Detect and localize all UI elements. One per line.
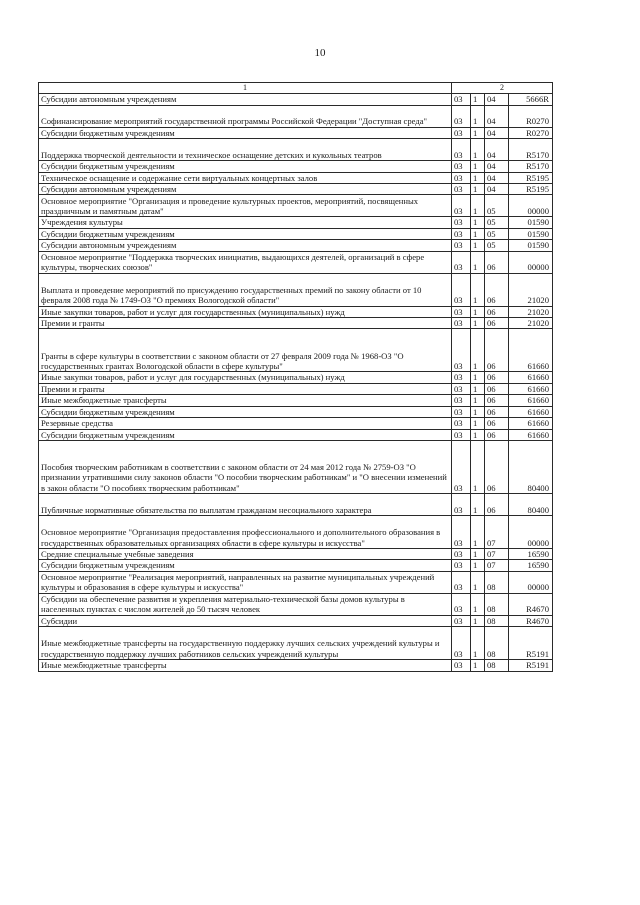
row-event-code: 08 [485,615,509,626]
row-name: Премии и гранты [39,318,452,329]
row-target-code: 01590 [509,217,553,228]
row-target-code: 00000 [509,571,553,593]
row-target-code: 61660 [509,395,553,406]
row-section-code: 03 [452,228,471,239]
row-subprogram-code: 1 [471,228,485,239]
row-target-code: 00000 [509,195,553,217]
row-section-code: 03 [452,372,471,383]
row-target-code: R0270 [509,105,553,127]
row-target-code: R4670 [509,593,553,615]
row-subprogram-code: 1 [471,127,485,138]
row-subprogram-code: 1 [471,306,485,317]
row-subprogram-code: 1 [471,571,485,593]
row-target-code: 21020 [509,306,553,317]
row-event-code: 06 [485,395,509,406]
row-name: Софинансирование мероприятий государственной программы Российской Федерации "Доступная среда" [39,105,452,127]
row-section-code: 03 [452,560,471,571]
table-row [39,406,553,417]
row-name: Иные межбюджетные трансферты [39,395,452,406]
row-section-code: 03 [452,660,471,671]
row-subprogram-code: 1 [471,318,485,329]
row-target-code: R5195 [509,172,553,183]
table-row [39,615,553,626]
row-section-code: 03 [452,615,471,626]
row-event-code: 06 [485,383,509,394]
table-row [39,660,553,671]
table-row [39,571,553,593]
row-section-code: 03 [452,493,471,515]
row-name: Иные межбюджетные трансферты [39,660,452,671]
table-row [39,127,553,138]
row-subprogram-code: 1 [471,395,485,406]
row-event-code: 05 [485,240,509,251]
row-section-code: 03 [452,127,471,138]
row-target-code: 61660 [509,418,553,429]
table-row [39,329,553,372]
row-name: Субсидии автономным учреждениям [39,184,452,195]
row-target-code: R5195 [509,184,553,195]
row-event-code: 04 [485,172,509,183]
table-row [39,383,553,394]
row-event-code: 06 [485,372,509,383]
row-event-code: 06 [485,251,509,273]
row-target-code: 21020 [509,273,553,306]
row-event-code: 05 [485,217,509,228]
table-row [39,318,553,329]
row-subprogram-code: 1 [471,429,485,440]
row-name: Иные межбюджетные трансферты на государственную поддержку лучших сельских учреждений культуры и государственную поддержку лучших работников сельских учреждений культуры [39,627,452,660]
table-row [39,493,553,515]
row-name: Субсидии бюджетным учреждениям [39,560,452,571]
row-subprogram-code: 1 [471,105,485,127]
table-row [39,395,553,406]
row-target-code: 01590 [509,240,553,251]
row-subprogram-code: 1 [471,251,485,273]
row-target-code: 16590 [509,560,553,571]
row-subprogram-code: 1 [471,493,485,515]
row-subprogram-code: 1 [471,172,485,183]
row-name: Пособия творческим работникам в соответствии с законом области от 24 мая 2012 года № 2759-ОЗ "О признании утратившими силу законов области "О пособии творческим работникам" и "О внесении изменений в закон области "О пособиях творческим работникам" [39,440,452,493]
table-row [39,172,553,183]
row-name: Средние специальные учебные заведения [39,548,452,559]
row-name: Премии и гранты [39,383,452,394]
row-event-code: 07 [485,515,509,548]
row-target-code: R5170 [509,139,553,161]
row-section-code: 03 [452,627,471,660]
row-target-code: R5191 [509,660,553,671]
row-section-code: 03 [452,105,471,127]
table-row [39,251,553,273]
table-row [39,418,553,429]
row-event-code: 04 [485,127,509,138]
row-target-code: 61660 [509,406,553,417]
row-section-code: 03 [452,593,471,615]
row-section-code: 03 [452,418,471,429]
row-event-code: 06 [485,273,509,306]
row-name: Основное мероприятие "Организация предоставления профессионального и дополнительного образования в государственных образовательных организациях области в сфере культуры и искусства" [39,515,452,548]
row-subprogram-code: 1 [471,195,485,217]
row-event-code: 08 [485,627,509,660]
header-col-1: 1 [39,83,452,94]
table-row [39,440,553,493]
row-name: Публичные нормативные обязательства по выплатам гражданам несоциального характера [39,493,452,515]
row-target-code: 21020 [509,318,553,329]
table-row [39,548,553,559]
table-row [39,105,553,127]
row-name: Выплата и проведение мероприятий по присуждению государственных премий по закону области от 10 февраля 2008 года № 1749-ОЗ "О премиях Вологодской области" [39,273,452,306]
row-name: Субсидии бюджетным учреждениям [39,406,452,417]
row-event-code: 06 [485,406,509,417]
table-row [39,560,553,571]
row-section-code: 03 [452,273,471,306]
row-subprogram-code: 1 [471,139,485,161]
row-name: Резервные средства [39,418,452,429]
row-target-code: 61660 [509,329,553,372]
row-name: Иные закупки товаров, работ и услуг для государственных (муниципальных) нужд [39,306,452,317]
row-name: Субсидии бюджетным учреждениям [39,127,452,138]
row-event-code: 04 [485,161,509,172]
row-section-code: 03 [452,571,471,593]
row-section-code: 03 [452,440,471,493]
row-event-code: 08 [485,571,509,593]
row-section-code: 03 [452,318,471,329]
row-section-code: 03 [452,306,471,317]
row-target-code: R5170 [509,161,553,172]
row-name: Субсидии на обеспечение развития и укрепления материально-технической базы домов культуры в населенных пунктах с числом жителей до 50 тысяч человек [39,593,452,615]
row-subprogram-code: 1 [471,593,485,615]
table-row [39,228,553,239]
table-row [39,184,553,195]
row-section-code: 03 [452,217,471,228]
row-name: Учреждения культуры [39,217,452,228]
row-target-code: 80400 [509,440,553,493]
row-name: Основное мероприятие "Реализация мероприятий, направленных на развитие муниципальных учреждений культуры и образования в сфере культуры и искусства" [39,571,452,593]
row-event-code: 04 [485,94,509,105]
row-section-code: 03 [452,184,471,195]
budget-table [38,82,553,672]
row-event-code: 06 [485,493,509,515]
row-subprogram-code: 1 [471,627,485,660]
row-subprogram-code: 1 [471,615,485,626]
row-subprogram-code: 1 [471,515,485,548]
row-event-code: 05 [485,228,509,239]
row-subprogram-code: 1 [471,217,485,228]
row-section-code: 03 [452,240,471,251]
table-row [39,240,553,251]
row-subprogram-code: 1 [471,273,485,306]
row-event-code: 08 [485,660,509,671]
row-target-code: 00000 [509,251,553,273]
row-event-code: 07 [485,560,509,571]
table-row [39,372,553,383]
row-subprogram-code: 1 [471,406,485,417]
row-name: Субсидии автономным учреждениям [39,240,452,251]
row-name: Субсидии автономным учреждениям [39,94,452,105]
row-subprogram-code: 1 [471,372,485,383]
row-event-code: 04 [485,139,509,161]
row-target-code: 16590 [509,548,553,559]
row-name: Поддержка творческой деятельности и техническое оснащение детских и кукольных театров [39,139,452,161]
row-section-code: 03 [452,406,471,417]
row-event-code: 06 [485,429,509,440]
page-number: 10 [314,47,326,59]
row-target-code: 80400 [509,493,553,515]
row-name: Субсидии бюджетным учреждениям [39,228,452,239]
row-target-code: R4670 [509,615,553,626]
table-row [39,161,553,172]
table-row [39,515,553,548]
row-subprogram-code: 1 [471,560,485,571]
table-row [39,273,553,306]
row-subprogram-code: 1 [471,548,485,559]
row-target-code: R5191 [509,627,553,660]
row-section-code: 03 [452,429,471,440]
row-event-code: 06 [485,440,509,493]
row-name: Основное мероприятие "Поддержка творческих инициатив, выдающихся деятелей, организаций в сфере культуры, творческих союзов" [39,251,452,273]
table-row [39,195,553,217]
table-row [39,306,553,317]
row-event-code: 04 [485,105,509,127]
row-event-code: 07 [485,548,509,559]
row-name: Гранты в сфере культуры в соответствии с законом области от 27 февраля 2009 года № 1968-ОЗ "О государственных грантах Вологодской области в сфере культуры" [39,329,452,372]
row-event-code: 06 [485,318,509,329]
row-name: Субсидии бюджетным учреждениям [39,429,452,440]
row-target-code: R0270 [509,127,553,138]
row-target-code: 61660 [509,383,553,394]
row-section-code: 03 [452,383,471,394]
row-section-code: 03 [452,515,471,548]
row-subprogram-code: 1 [471,184,485,195]
row-section-code: 03 [452,251,471,273]
row-subprogram-code: 1 [471,440,485,493]
row-section-code: 03 [452,161,471,172]
table-header-row [39,83,553,94]
table-row [39,429,553,440]
table-row [39,217,553,228]
row-target-code: 5666R [509,94,553,105]
row-name: Иные закупки товаров, работ и услуг для государственных (муниципальных) нужд [39,372,452,383]
row-name: Основное мероприятие "Организация и проведение культурных проектов, мероприятий, посвященных праздничным и памятным датам" [39,195,452,217]
row-event-code: 05 [485,195,509,217]
header-col-2: 2 [452,83,553,94]
row-subprogram-code: 1 [471,383,485,394]
row-subprogram-code: 1 [471,329,485,372]
row-target-code: 61660 [509,372,553,383]
row-event-code: 06 [485,306,509,317]
row-event-code: 04 [485,184,509,195]
table-row [39,94,553,105]
row-subprogram-code: 1 [471,161,485,172]
row-section-code: 03 [452,94,471,105]
row-section-code: 03 [452,195,471,217]
row-target-code: 61660 [509,429,553,440]
row-target-code: 01590 [509,228,553,239]
row-section-code: 03 [452,548,471,559]
row-name: Субсидии [39,615,452,626]
row-event-code: 08 [485,593,509,615]
row-subprogram-code: 1 [471,660,485,671]
row-event-code: 06 [485,329,509,372]
table-row [39,593,553,615]
row-section-code: 03 [452,172,471,183]
row-section-code: 03 [452,329,471,372]
row-target-code: 00000 [509,515,553,548]
row-name: Субсидии бюджетным учреждениям [39,161,452,172]
row-event-code: 06 [485,418,509,429]
budget-table-body [39,83,553,672]
row-subprogram-code: 1 [471,94,485,105]
table-row [39,139,553,161]
row-subprogram-code: 1 [471,240,485,251]
row-section-code: 03 [452,139,471,161]
row-name: Техническое оснащение и содержание сети виртуальных концертных залов [39,172,452,183]
row-subprogram-code: 1 [471,418,485,429]
row-section-code: 03 [452,395,471,406]
table-row [39,627,553,660]
